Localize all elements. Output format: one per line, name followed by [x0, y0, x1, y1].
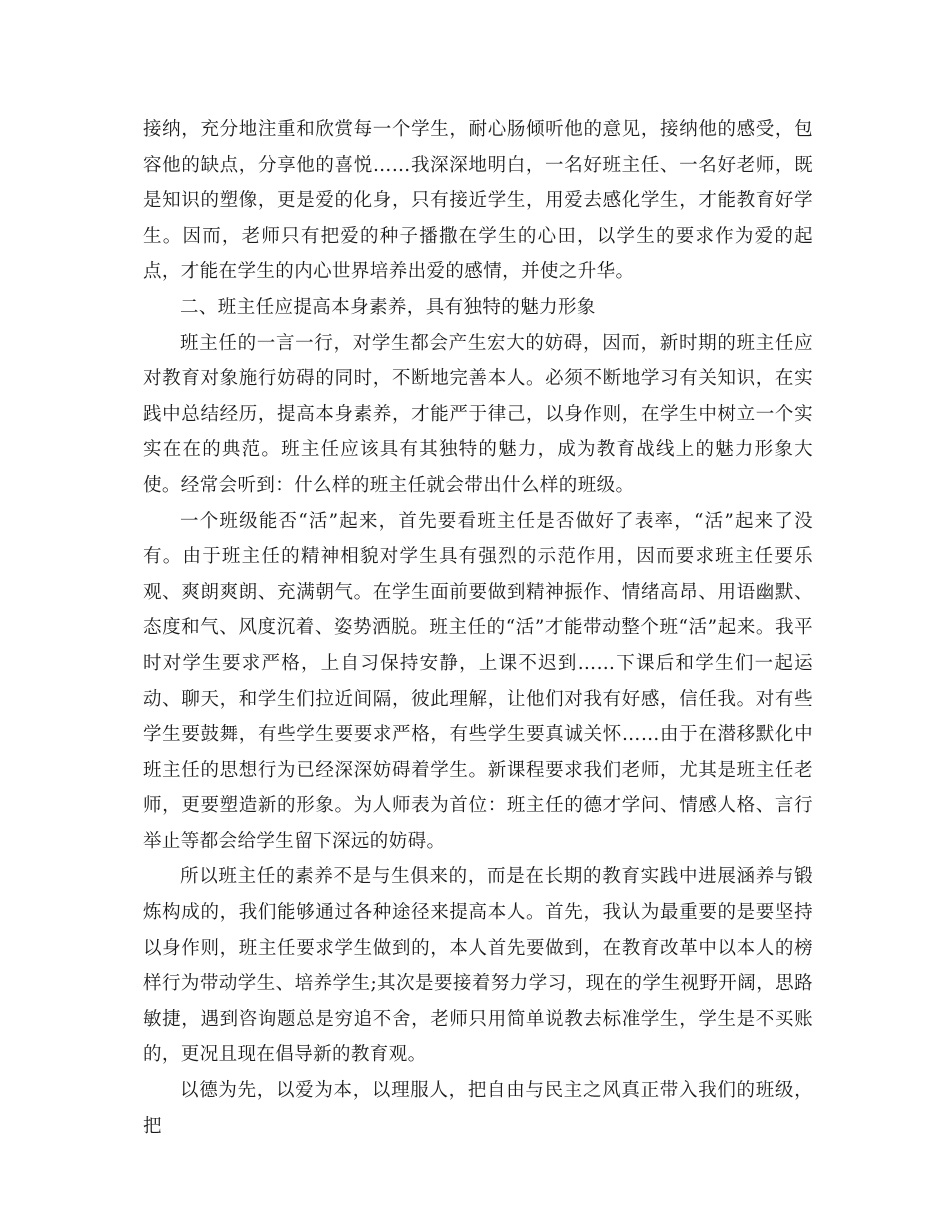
- document-body: [143, 112, 813, 1144]
- paragraph-continuation: 接纳，充分地注重和欣赏每一个学生，耐心肠倾听他的意见，接纳他的感受，包容他的缺点，分享他的喜悦……我深深地明白，一名好班主任、一名好老师，既是知识的塑像，更是爱的化身，只有接近学生，用爱去感化学生，才能教育好学生。因而，老师只有把爱的种子播撒在学生的心田，以学生的要求作为爱的起点，才能在学生的内心世界培养出爱的感情，并使之升华。: [143, 119, 813, 283]
- paragraph: 所以班主任的素养不是与生俱来的，而是在长期的教育实践中进展涵养与锻炼构成的，我们能够通过各种途径来提高本人。首先，我认为最重要的是要坚持以身作则，班主任要求学生做到的，本人首先要做到，在教育改革中以本人的榜样行为带动学生、培养学生;其次是要接着努力学习，现在的学生视野开阔，思路敏捷，遇到咨询题总是穷追不舍，老师只用简单说教去标准学生，学生是不买账的，更况且现在倡导新的教育观。: [143, 866, 813, 1066]
- paragraph: 以德为先，以爱为本，以理服人，把自由与民主之风真正带入我们的班级，把: [143, 1080, 813, 1137]
- paragraph: 班主任的一言一行，对学生都会产生宏大的妨碍，因而，新时期的班主任应对教育对象施行妨碍的同时，不断地完善本人。必须不断地学习有关知识，在实践中总结经历，提高本身素养，才能严于律己，以身作则，在学生中树立一个实实在在的典范。班主任应该具有其独特的魅力，成为教育战线上的魅力形象大使。经常会听到：什么样的班主任就会带出什么样的班级。: [143, 332, 813, 496]
- section-heading: 二、班主任应提高本身素养，具有独特的魅力形象: [180, 296, 596, 318]
- paragraph: 一个班级能否“活”起来，首先要看班主任是否做好了表率，“活”起来了没有。由于班主任的精神相貌对学生具有强烈的示范作用，因而要求班主任要乐观、爽朗爽朗、充满朝气。在学生面前要做到精神振作、情绪高昂、用语幽默、态度和气、风度沉着、姿势洒脱。班主任的“活”才能带动整个班“活”起来。我平时对学生要求严格，上自习保持安静，上课不迟到……下课后和学生们一起运动、聊天，和学生们拉近间隔，彼此理解，让他们对我有好感，信任我。对有些学生要鼓舞，有些学生要要求严格，有些学生要真诚关怀……由于在潜移默化中班主任的思想行为已经深深妨碍着学生。新课程要求我们老师，尤其是班主任老师，更要塑造新的形象。为人师表为首位：班主任的德才学问、情感人格、言行举止等都会给学生留下深远的妨碍。: [143, 510, 813, 852]
